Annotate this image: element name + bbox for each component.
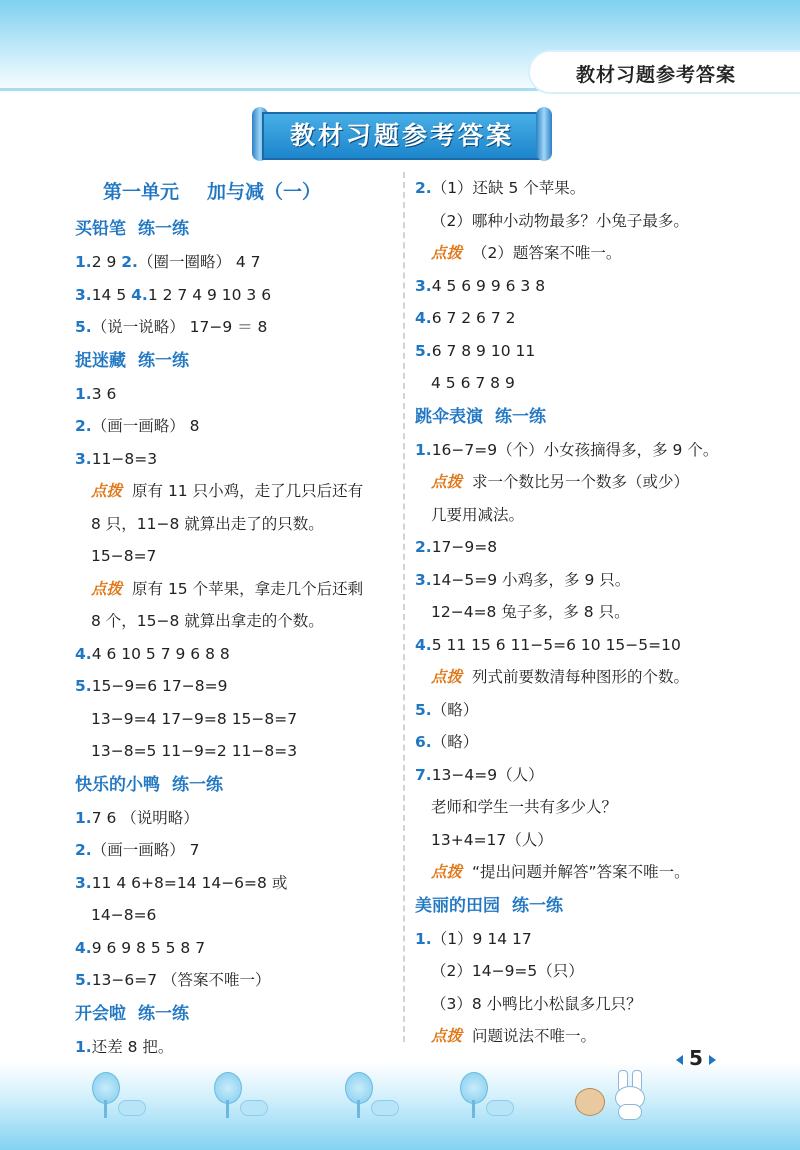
bush-illustration — [118, 1100, 146, 1116]
tip-text: 原有 15 个苹果，拿走几个后还剩 — [132, 579, 364, 598]
answer-line — [75, 932, 395, 965]
answer-line — [415, 172, 755, 205]
answer-text: （1）还缺 5 个苹果。 — [431, 179, 586, 197]
question-number: 3. — [75, 449, 92, 468]
answer-text: （略） — [431, 733, 479, 751]
unit-subtitle: 加与减（一） — [207, 181, 322, 203]
answer-text: 3 6 — [91, 384, 117, 403]
answer-text: （2）14−9=5（只） — [431, 962, 584, 980]
title-banner-body — [262, 112, 542, 160]
answer-continuation — [75, 703, 395, 736]
question-number: 5. — [75, 318, 92, 336]
right-column — [415, 172, 755, 1053]
answer-text: 4 5 6 9 9 6 3 8 — [431, 276, 546, 295]
scroll-right-roller — [536, 107, 552, 161]
answer-text: 16−7=9（个）小女孩摘得多，多 9 个。 — [431, 440, 719, 459]
answer-text: （1）9 14 17 — [431, 929, 532, 948]
tip-label: 点拨 — [431, 1027, 463, 1045]
prev-arrow-icon — [676, 1055, 683, 1065]
answer-continuation — [415, 988, 755, 1021]
answer-text: 12−4=8 兔子多，多 8 只。 — [431, 603, 630, 621]
tree-trunk — [226, 1100, 229, 1118]
answer-text: 13−9=4 17−9=8 15−8=7 — [91, 709, 298, 728]
answer-continuation — [415, 955, 755, 988]
answer-line — [415, 302, 755, 335]
answer-line — [75, 443, 395, 476]
answer-line — [75, 670, 395, 703]
header-tab — [530, 52, 800, 92]
question-number: 3. — [415, 570, 432, 589]
answer-line — [415, 629, 755, 662]
tip-label: 点拨 — [431, 863, 463, 881]
question-number: 7. — [415, 765, 432, 784]
question-number: 3. — [75, 873, 92, 892]
answer-continuation — [75, 605, 395, 638]
page-number-value: 5 — [689, 1046, 703, 1070]
answer-text: 8 只，11−8 就算出走了的只数。 — [91, 514, 324, 533]
section-title: 跳伞表演 — [415, 406, 483, 427]
answer-text: 15−8=7 — [91, 547, 157, 565]
section-subtitle: 练一练 — [138, 219, 189, 239]
answer-line — [75, 378, 395, 411]
section-heading — [75, 997, 395, 1031]
tip-text: 求一个数比另一个数多（或少） — [472, 473, 690, 491]
section-subtitle: 练一练 — [138, 1003, 189, 1024]
answer-continuation — [75, 899, 395, 932]
answer-continuation — [75, 508, 395, 541]
tree-trunk — [472, 1100, 475, 1118]
question-number: 4. — [75, 644, 92, 663]
tip-text: （2）题答案不唯一。 — [472, 244, 622, 262]
bush-illustration — [486, 1100, 514, 1116]
answer-text: （3）8 小鸭比小松鼠多几只？ — [431, 994, 642, 1013]
answer-text: 1 2 7 4 9 10 3 6 — [147, 285, 272, 304]
left-answer-list — [75, 212, 395, 1063]
question-number: 1. — [75, 808, 92, 827]
answer-line — [415, 270, 755, 303]
left-column — [75, 172, 395, 1063]
answer-continuation — [75, 735, 395, 768]
answer-text: 17−9=8 — [431, 538, 498, 556]
answer-continuation — [415, 824, 755, 857]
section-title: 捉迷藏 — [75, 350, 126, 371]
tip-label: 点拨 — [91, 482, 123, 500]
tip-line — [415, 237, 755, 270]
section-heading — [415, 400, 755, 434]
page-title: 教材习题参考答案 — [289, 121, 514, 150]
question-number: 1. — [75, 1037, 92, 1056]
answer-text: 还差 8 把。 — [91, 1037, 174, 1056]
answer-text: 4 6 10 5 7 9 6 8 8 — [91, 644, 230, 663]
bunny-illustration — [612, 1070, 646, 1118]
tip-label: 点拨 — [431, 668, 463, 686]
section-heading — [75, 344, 395, 378]
section-heading — [75, 768, 395, 802]
answer-continuation — [75, 540, 395, 573]
section-title: 快乐的小鸭 — [75, 774, 160, 795]
answer-text: 2 9 — [91, 253, 122, 271]
question-number: 1. — [75, 253, 92, 271]
section-heading — [75, 212, 395, 246]
answer-line — [75, 246, 395, 279]
tip-label: 点拨 — [431, 244, 463, 262]
unit-title — [75, 172, 395, 212]
answer-continuation — [415, 367, 755, 400]
answer-line — [415, 759, 755, 792]
section-title: 买铅笔 — [75, 219, 126, 239]
question-number: 4. — [75, 938, 92, 957]
answer-text: （圈一圈略） 4 7 — [137, 253, 261, 271]
question-number: 2. — [121, 253, 138, 271]
question-number: 5. — [415, 341, 432, 360]
answer-line — [75, 638, 395, 671]
answer-text: （说一说略） 17−9 ＝ 8 — [91, 318, 268, 336]
unit-number: 第一单元 — [103, 181, 180, 203]
answer-text: 15−9=6 17−8=9 — [91, 677, 228, 695]
right-answer-list — [415, 172, 755, 1053]
answer-continuation — [415, 499, 755, 532]
answer-text: 4 5 6 7 8 9 — [431, 374, 515, 392]
answer-text: 11 4 6+8=14 14−6=8 或 — [91, 873, 288, 892]
answer-text: （2）哪种小动物最多？小兔子最多。 — [431, 211, 689, 230]
question-number: 4. — [415, 635, 432, 654]
tip-text: “提出问题并解答”答案不唯一。 — [472, 863, 690, 881]
tip-label: 点拨 — [431, 473, 463, 491]
answer-text: 14−5=9 小鸡多，多 9 只。 — [431, 570, 631, 589]
section-title: 美丽的田园 — [415, 895, 500, 916]
next-arrow-icon — [709, 1055, 716, 1065]
answer-continuation — [415, 596, 755, 629]
tip-line — [415, 466, 755, 499]
tip-line — [75, 573, 395, 606]
bush-illustration — [371, 1100, 399, 1116]
bear-illustration — [575, 1088, 605, 1116]
answer-text: 14−8=6 — [91, 906, 157, 924]
bush-illustration — [240, 1100, 268, 1116]
answer-line — [415, 694, 755, 727]
tree-trunk — [104, 1100, 107, 1118]
section-title: 开会啦 — [75, 1003, 126, 1024]
answer-line — [415, 335, 755, 368]
question-number: 3. — [415, 276, 432, 295]
tip-label: 点拨 — [91, 579, 123, 598]
answer-line — [75, 279, 395, 312]
answer-line — [75, 1031, 395, 1064]
answer-line — [415, 923, 755, 956]
page-number — [676, 1046, 716, 1070]
answer-line — [75, 964, 395, 997]
answer-text: 13+4=17（人） — [431, 830, 553, 849]
question-number: 2. — [75, 841, 92, 859]
header-tag-label: 教材习题参考答案 — [575, 64, 736, 86]
answer-text: 6 7 2 6 7 2 — [431, 309, 516, 327]
answer-line — [75, 802, 395, 835]
answer-line — [75, 867, 395, 900]
answer-line — [415, 726, 755, 759]
answer-line — [75, 410, 395, 443]
tip-text: 原有 11 只小鸡，走了几只后还有 — [132, 482, 364, 500]
answer-text: 5 11 15 6 11−5=6 10 15−5=10 — [431, 635, 681, 654]
title-banner — [252, 107, 552, 161]
question-number: 5. — [75, 971, 92, 989]
answer-text: 几要用减法。 — [431, 505, 525, 524]
answer-text: （画一画略） 8 — [91, 417, 200, 435]
answer-continuation — [415, 205, 755, 238]
answer-text: 11−8=3 — [91, 449, 158, 468]
answer-text: 14 5 — [91, 285, 132, 304]
question-number: 4. — [131, 285, 148, 304]
answer-text: （画一画略） 7 — [91, 841, 200, 859]
answer-line — [75, 311, 395, 344]
question-number: 1. — [75, 384, 92, 403]
question-number: 6. — [415, 733, 432, 751]
answer-text: 13−8=5 11−9=2 11−8=3 — [91, 742, 298, 760]
bunny-body — [618, 1104, 642, 1120]
column-divider — [403, 172, 405, 1042]
section-subtitle: 练一练 — [172, 774, 223, 795]
question-number: 3. — [75, 285, 92, 304]
answer-text: 6 7 8 9 10 11 — [431, 341, 536, 360]
section-subtitle: 练一练 — [512, 895, 563, 916]
question-number: 1. — [415, 440, 432, 459]
tip-line — [415, 661, 755, 694]
tip-line — [415, 856, 755, 889]
tip-line — [75, 475, 395, 508]
section-subtitle: 练一练 — [495, 406, 546, 427]
section-heading — [415, 889, 755, 923]
question-number: 2. — [75, 417, 92, 435]
answer-text: 7 6 （说明略） — [91, 808, 199, 827]
answer-line — [415, 434, 755, 467]
question-number: 2. — [415, 538, 432, 556]
question-number: 1. — [415, 929, 432, 948]
tree-trunk — [357, 1100, 360, 1118]
answer-text: 13−4=9（人） — [431, 765, 544, 784]
answer-line — [415, 564, 755, 597]
question-number: 5. — [75, 677, 92, 695]
section-subtitle: 练一练 — [138, 350, 189, 371]
answer-text: 老师和学生一共有多少人？ — [431, 798, 618, 816]
question-number: 2. — [415, 179, 432, 197]
tip-text: 问题说法不唯一。 — [472, 1027, 597, 1045]
answer-line — [75, 834, 395, 867]
answer-text: 13−6=7 （答案不唯一） — [91, 971, 271, 989]
answer-text: （略） — [431, 700, 479, 719]
question-number: 5. — [415, 700, 432, 719]
answer-text: 8 个，15−8 就算出拿走的个数。 — [91, 612, 324, 630]
answer-line — [415, 531, 755, 564]
answer-text: 9 6 9 8 5 5 8 7 — [91, 938, 206, 957]
answer-continuation — [415, 791, 755, 824]
tip-text: 列式前要数清每种图形的个数。 — [472, 668, 690, 686]
question-number: 4. — [415, 309, 432, 327]
